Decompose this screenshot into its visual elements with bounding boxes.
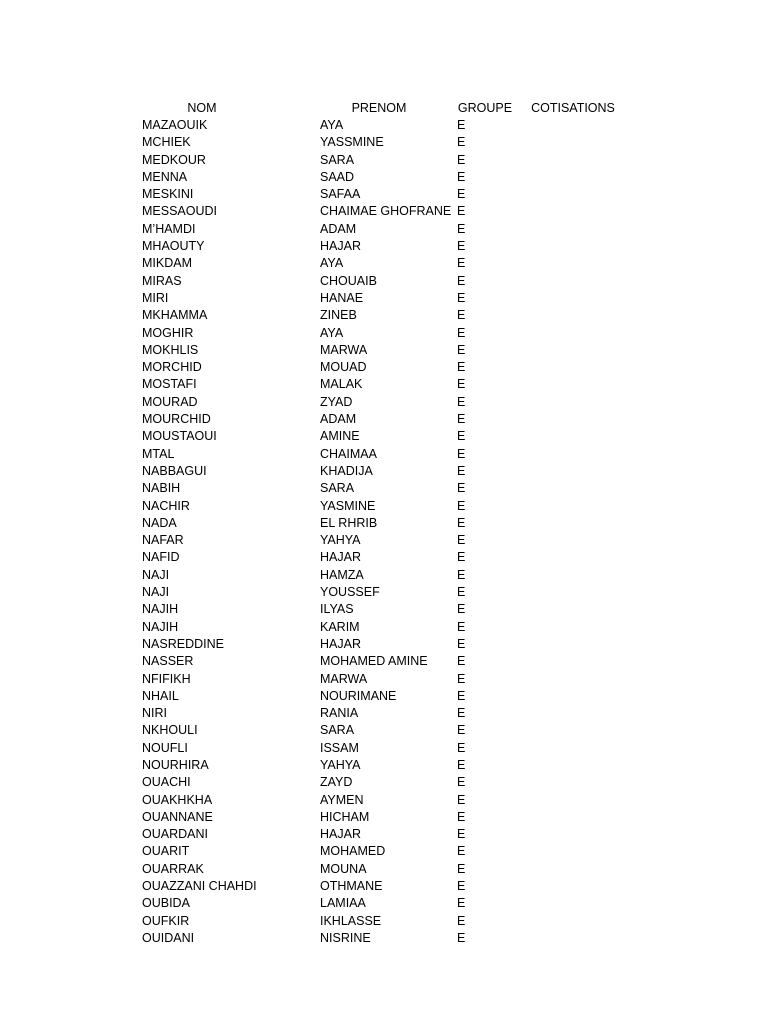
cell-prenom: EL RHRIB: [320, 515, 378, 530]
cell-nom: MIRAS: [142, 273, 182, 288]
cell-groupe: E: [457, 740, 466, 755]
cell-prenom: RANIA: [320, 706, 359, 721]
cell-groupe: E: [457, 688, 466, 703]
cell-groupe: E: [457, 619, 466, 634]
table-row: [0, 567, 768, 584]
cell-groupe: E: [457, 412, 466, 427]
header-cotisations: COTISATIONS: [531, 101, 615, 115]
table-row: [0, 671, 768, 688]
table-row: [0, 740, 768, 757]
cell-nom: NAJI: [142, 567, 170, 582]
cell-groupe: E: [457, 273, 466, 288]
cell-nom: NABBAGUI: [142, 463, 207, 478]
table-row: [0, 307, 768, 324]
cell-nom: NOURHIRA: [142, 757, 209, 772]
cell-prenom: MOHAMED AMINE: [320, 654, 428, 669]
cell-nom: MHAOUTY: [142, 239, 205, 254]
cell-prenom: HAJAR: [320, 239, 361, 254]
cell-prenom: CHAIMAE GHOFRANE: [320, 204, 452, 219]
table-row: [0, 463, 768, 480]
cell-groupe: E: [457, 550, 466, 565]
table-row: [0, 930, 768, 947]
table-row: [0, 515, 768, 532]
cell-nom: MAZAOUIK: [142, 118, 208, 132]
table-row: [0, 221, 768, 238]
table-row: [0, 861, 768, 878]
table-row: [0, 342, 768, 359]
table-row: [0, 411, 768, 428]
cell-prenom: HANAE: [320, 290, 364, 305]
table-row: [0, 359, 768, 376]
cell-nom: MIKDAM: [142, 256, 192, 271]
cell-nom: NAJIH: [142, 619, 179, 634]
cell-nom: NABIH: [142, 481, 181, 496]
cell-prenom: NISRINE: [320, 930, 371, 945]
cell-nom: OUBIDA: [142, 896, 190, 911]
cell-prenom: AYA: [320, 256, 344, 271]
cell-nom: MESSAOUDI: [142, 204, 218, 219]
table-row: [0, 480, 768, 497]
table-row: [0, 722, 768, 739]
cell-groupe: E: [457, 636, 466, 651]
table-row: [0, 688, 768, 705]
cell-groupe: E: [457, 792, 466, 807]
cell-nom: OUAZZANI CHAHDI: [142, 879, 257, 894]
cell-groupe: E: [457, 256, 466, 271]
cell-prenom: SAFAA: [320, 187, 361, 202]
cell-groupe: E: [457, 723, 466, 738]
cell-nom: MIRI: [142, 290, 169, 305]
cell-prenom: IKHLASSE: [320, 913, 382, 928]
cell-prenom: NOURIMANE: [320, 688, 397, 703]
cell-nom: MOSTAFI: [142, 377, 197, 392]
cell-groupe: E: [457, 654, 466, 669]
cell-groupe: E: [457, 169, 466, 184]
table-row: [0, 238, 768, 255]
cell-nom: NACHIR: [142, 498, 190, 513]
cell-nom: MOUSTAOUI: [142, 429, 217, 444]
table-row: [0, 705, 768, 722]
table-row: [0, 134, 768, 151]
table-row: [0, 895, 768, 912]
cell-nom: M’HAMDI: [142, 221, 196, 236]
cell-nom: NOUFLI: [142, 740, 188, 755]
cell-groupe: E: [457, 221, 466, 236]
cell-prenom: AYA: [320, 118, 344, 132]
table-row: [0, 203, 768, 220]
table-row: [0, 255, 768, 272]
table-row: [0, 843, 768, 860]
table-row: [0, 619, 768, 636]
cell-prenom: YOUSSEF: [320, 585, 380, 600]
cell-prenom: MALAK: [320, 377, 363, 392]
table-row: [0, 152, 768, 169]
cell-prenom: HAJAR: [320, 636, 361, 651]
cell-nom: NADA: [142, 515, 177, 530]
table-row: [0, 169, 768, 186]
cell-groupe: E: [457, 757, 466, 772]
cell-groupe: E: [457, 533, 466, 548]
cell-prenom: MOHAMED: [320, 844, 386, 859]
cell-nom: MOURAD: [142, 394, 198, 409]
table-row: [0, 186, 768, 203]
table-row: [0, 584, 768, 601]
cell-prenom: YAHYA: [320, 757, 361, 772]
cell-groupe: E: [457, 567, 466, 582]
cell-nom: MTAL: [142, 446, 175, 461]
cell-prenom: AYA: [320, 325, 344, 340]
table-row: [0, 273, 768, 290]
table-row: [0, 549, 768, 566]
cell-nom: MCHIEK: [142, 135, 191, 150]
cell-nom: OUARDANI: [142, 827, 208, 842]
cell-groupe: E: [457, 861, 466, 876]
cell-prenom: SARA: [320, 481, 355, 496]
cell-nom: NHAIL: [142, 688, 179, 703]
cell-nom: MKHAMMA: [142, 308, 208, 323]
cell-groupe: E: [457, 429, 466, 444]
cell-prenom: AMINE: [320, 429, 360, 444]
cell-groupe: E: [457, 827, 466, 842]
cell-nom: OUIDANI: [142, 930, 195, 945]
cell-nom: NIRI: [142, 706, 167, 721]
cell-nom: OUAKHKHA: [142, 792, 213, 807]
cell-nom: OUACHI: [142, 775, 191, 790]
cell-groupe: E: [457, 671, 466, 686]
cell-nom: MEDKOUR: [142, 152, 206, 167]
cell-prenom: KHADIJA: [320, 463, 373, 478]
cell-groupe: E: [457, 463, 466, 478]
table-row: [0, 601, 768, 618]
cell-groupe: E: [457, 308, 466, 323]
cell-prenom: AYMEN: [320, 792, 364, 807]
table-row: [0, 774, 768, 791]
cell-prenom: SARA: [320, 723, 355, 738]
cell-nom: NAFID: [142, 550, 180, 565]
cell-groupe: E: [457, 809, 466, 824]
cell-groupe: E: [457, 481, 466, 496]
cell-prenom: KARIM: [320, 619, 360, 634]
table-row: [0, 826, 768, 843]
cell-prenom: HAJAR: [320, 550, 361, 565]
table-row: [0, 290, 768, 307]
cell-nom: OUFKIR: [142, 913, 190, 928]
cell-nom: MOURCHID: [142, 412, 211, 427]
cell-prenom: LAMIAA: [320, 896, 366, 911]
table-row: [0, 532, 768, 549]
cell-prenom: ZINEB: [320, 308, 357, 323]
header-groupe: GROUPE: [457, 101, 513, 115]
cell-groupe: E: [457, 879, 466, 894]
cell-groupe: E: [457, 152, 466, 167]
cell-groupe: E: [457, 290, 466, 305]
cell-groupe: E: [457, 706, 466, 721]
cell-groupe: E: [457, 930, 466, 945]
cell-groupe: E: [457, 775, 466, 790]
cell-nom: MENNA: [142, 169, 188, 184]
cell-prenom: ZYAD: [320, 394, 353, 409]
cell-groupe: E: [457, 394, 466, 409]
cell-prenom: MOUAD: [320, 360, 367, 375]
table-row: [0, 653, 768, 670]
table-row: [0, 757, 768, 774]
cell-prenom: SARA: [320, 152, 355, 167]
cell-nom: NKHOULI: [142, 723, 198, 738]
cell-groupe: E: [457, 377, 466, 392]
cell-prenom: ADAM: [320, 412, 357, 427]
table-row: [0, 394, 768, 411]
cell-groupe: E: [457, 844, 466, 859]
table-row: [0, 325, 768, 342]
table-row: [0, 428, 768, 445]
cell-prenom: HAMZA: [320, 567, 364, 582]
table-row: [0, 792, 768, 809]
header-nom: NOM: [187, 101, 217, 115]
cell-prenom: MARWA: [320, 342, 368, 357]
cell-prenom: ISSAM: [320, 740, 359, 755]
cell-prenom: YASSMINE: [320, 135, 384, 150]
cell-prenom: YASMINE: [320, 498, 376, 513]
cell-nom: NASREDDINE: [142, 636, 224, 651]
cell-groupe: E: [457, 204, 466, 219]
cell-prenom: ZAYD: [320, 775, 353, 790]
cell-prenom: OTHMANE: [320, 879, 383, 894]
cell-prenom: HICHAM: [320, 809, 370, 824]
cell-nom: NASSER: [142, 654, 194, 669]
cell-nom: OUARRAK: [142, 861, 204, 876]
cell-nom: NAJIH: [142, 602, 179, 617]
cell-nom: MOKHLIS: [142, 342, 199, 357]
cell-prenom: ILYAS: [320, 602, 354, 617]
cell-groupe: E: [457, 446, 466, 461]
cell-groupe: E: [457, 602, 466, 617]
cell-nom: MOGHIR: [142, 325, 194, 340]
cell-groupe: E: [457, 585, 466, 600]
cell-nom: OUANNANE: [142, 809, 213, 824]
table-row: [0, 117, 768, 134]
table-row: [0, 446, 768, 463]
table-row: [0, 498, 768, 515]
cell-nom: NFIFIKH: [142, 671, 191, 686]
cell-nom: OUARIT: [142, 844, 190, 859]
cell-prenom: CHAIMAA: [320, 446, 377, 461]
cell-groupe: E: [457, 515, 466, 530]
cell-nom: NAJI: [142, 585, 170, 600]
cell-nom: MORCHID: [142, 360, 202, 375]
cell-groupe: E: [457, 360, 466, 375]
cell-prenom: HAJAR: [320, 827, 361, 842]
cell-groupe: E: [457, 498, 466, 513]
table-row: [0, 913, 768, 930]
cell-nom: NAFAR: [142, 533, 184, 548]
cell-nom: MESKINI: [142, 187, 194, 202]
cell-groupe: E: [457, 239, 466, 254]
table-body: [0, 117, 768, 947]
cell-groupe: E: [457, 896, 466, 911]
header-prenom: PRENOM: [351, 101, 407, 115]
cell-groupe: E: [457, 342, 466, 357]
table-row: [0, 878, 768, 895]
cell-prenom: CHOUAIB: [320, 273, 377, 288]
cell-prenom: YAHYA: [320, 533, 361, 548]
cell-groupe: E: [457, 118, 466, 132]
cell-groupe: E: [457, 135, 466, 150]
table-row: [0, 636, 768, 653]
table-row: [0, 376, 768, 393]
cell-prenom: ADAM: [320, 221, 357, 236]
table-header-row: [0, 99, 768, 117]
cell-groupe: E: [457, 187, 466, 202]
cell-prenom: SAAD: [320, 169, 355, 184]
cell-groupe: E: [457, 325, 466, 340]
cell-prenom: MARWA: [320, 671, 368, 686]
cell-groupe: E: [457, 913, 466, 928]
cell-prenom: MOUNA: [320, 861, 367, 876]
table-row: [0, 809, 768, 826]
